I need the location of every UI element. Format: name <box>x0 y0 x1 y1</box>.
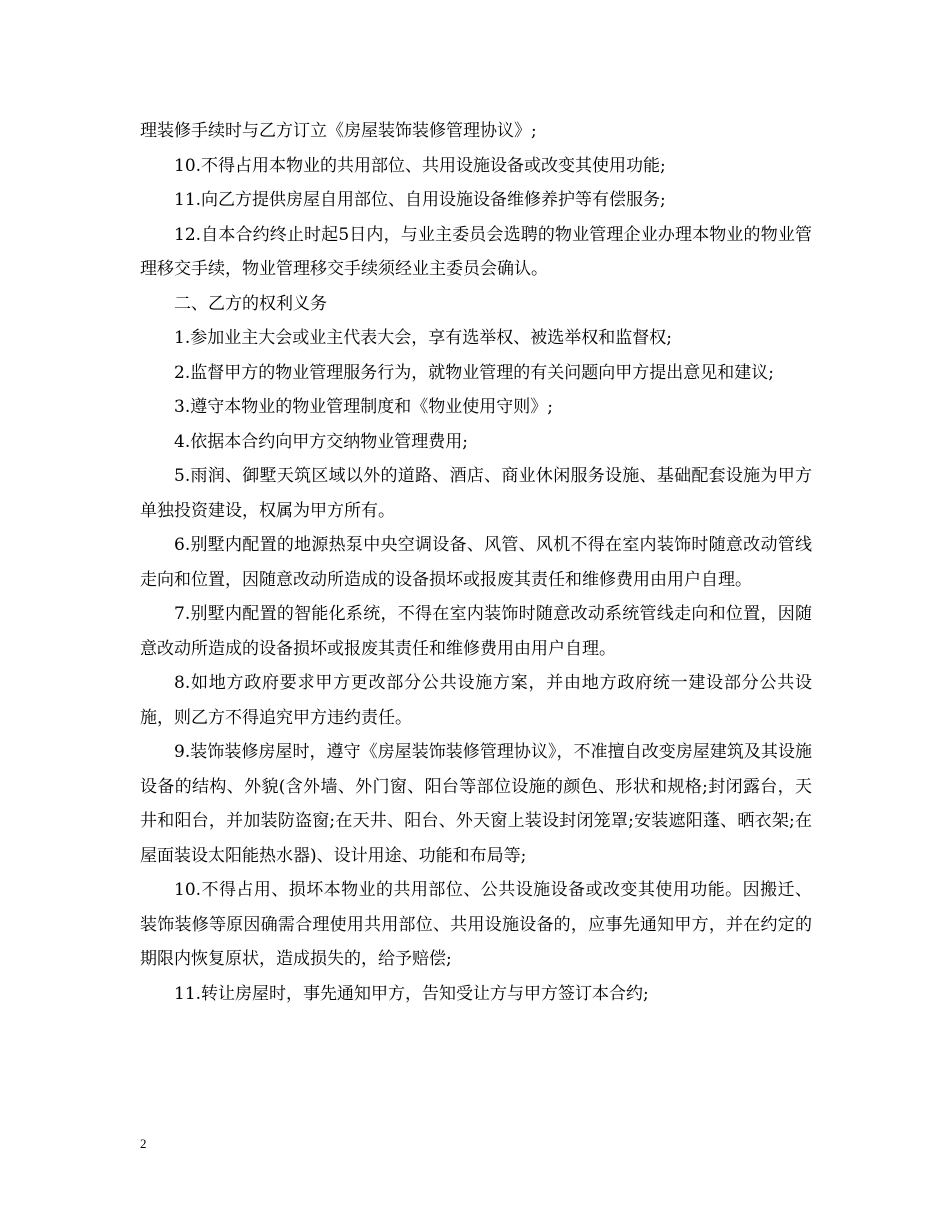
paragraph-continuation: 理装修手续时与乙方订立《房屋装饰装修管理协议》; <box>140 121 537 141</box>
paragraph-item-10: 10.不得占用本物业的共用部位、共用设施设备或改变其使用功能; <box>174 155 666 176</box>
paragraph-item-4: 4.依据本合约向甲方交纳物业管理费用; <box>174 431 468 452</box>
paragraph-item-10b: 10.不得占用、损坏本物业的共用部位、公共设施设备或改变其使用功能。因搬迁、装饰装修等原因确需合理使用共用部位、共用设施设备的，应事先通知甲方，并在约定的期限内恢复原状，造成损失的，给予赔偿; <box>140 880 812 969</box>
paragraph-item-11b: 11.转让房屋时，事先通知甲方，告知受让方与甲方签订本合约; <box>174 983 649 1004</box>
paragraph-item-7: 7.别墅内配置的智能化系统，不得在室内装饰时随意改动系统管线走向和位置，因随意改动所造成的设备损坏或报废其责任和维修费用由用户自理。 <box>140 604 812 659</box>
paragraph-item-12: 12.自本合约终止时起5日内，与业主委员会选聘的物业管理企业办理本物业的物业管理移交手续，物业管理移交手续须经业主委员会确认。 <box>140 224 812 279</box>
section-heading: 二、乙方的权利义务 <box>174 293 327 314</box>
paragraph-item-1: 1.参加业主大会或业主代表大会，享有选举权、被选举权和监督权; <box>174 328 672 348</box>
paragraph-item-5: 5.雨润、御墅天筑区域以外的道路、酒店、商业休闲服务设施、基础配套设施为甲方单独投资建设，权属为甲方所有。 <box>140 466 812 521</box>
page-number: 2 <box>140 1136 147 1151</box>
paragraph-item-6: 6.别墅内配置的地源热泵中央空调设备、风管、风机不得在室内装饰时随意改动管线走向和位置，因随意改动所造成的设备损坏或报废其责任和维修费用由用户自理。 <box>140 535 812 590</box>
paragraph-item-9: 9.装饰装修房屋时，遵守《房屋装饰装修管理协议》，不准擅自改变房屋建筑及其设施设备的结构、外貌(含外墙、外门窗、阳台等部位设施的颜色、形状和规格;封闭露台，天井和阳台，并加装防盗窗;在天井、阳台、外天窗上装设封闭笼罩;安装遮阳蓬、晒衣架;在屋面装设太阳能热水器)、设计用途、功能和布局等; <box>140 742 812 866</box>
paragraph-item-11: 11.向乙方提供房屋自用部位、自用设施设备维修养护等有偿服务; <box>174 190 666 210</box>
paragraph-item-2: 2.监督甲方的物业管理服务行为，就物业管理的有关问题向甲方提出意见和建议; <box>174 362 774 383</box>
paragraph-item-8: 8.如地方政府要求甲方更改部分公共设施方案，并由地方政府统一建设部分公共设施，则乙方不得追究甲方违约责任。 <box>140 673 812 728</box>
paragraph-item-3: 3.遵守本物业的物业管理制度和《物业使用守则》; <box>174 397 553 417</box>
document-body <box>140 114 812 1011</box>
